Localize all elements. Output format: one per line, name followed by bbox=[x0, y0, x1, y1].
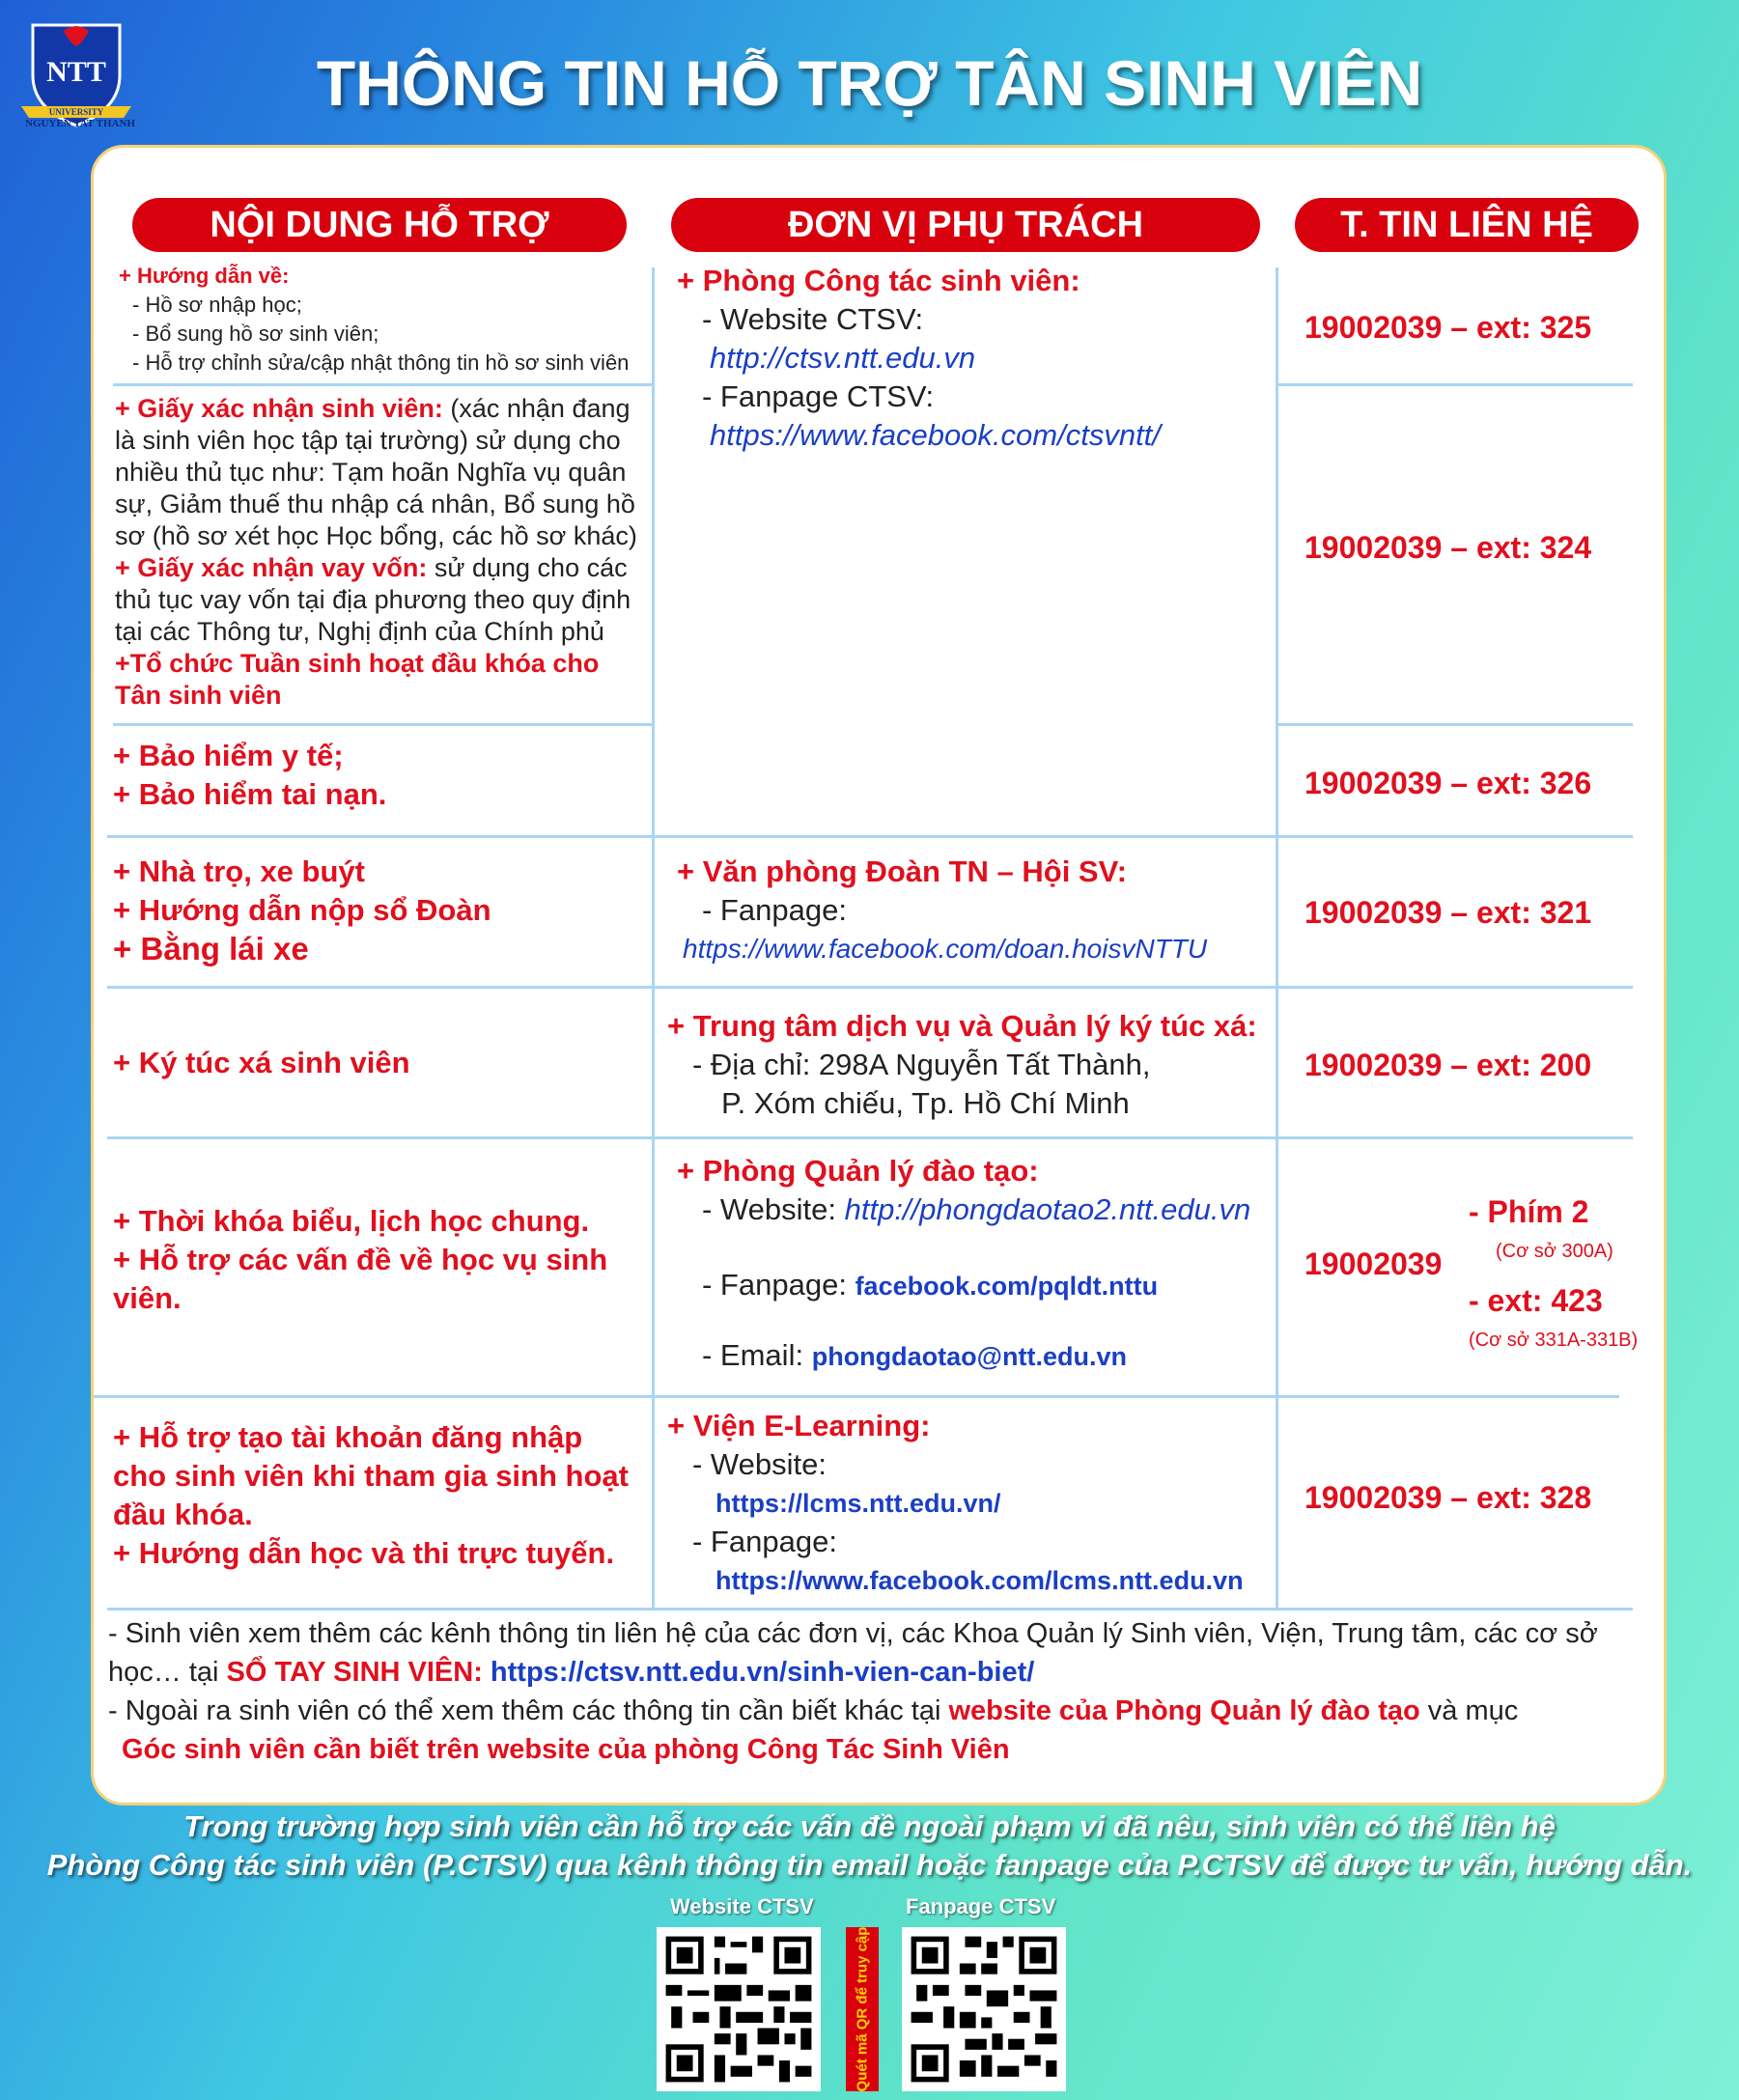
qr-code-website[interactable] bbox=[657, 1927, 821, 2091]
phone-ext-325: 19002039 – ext: 325 bbox=[1304, 310, 1592, 345]
ctsv-unit-title: + Phòng Công tác sinh viên: bbox=[677, 264, 1080, 297]
elearning-web-link[interactable]: https://lcms.ntt.edu.vn/ bbox=[715, 1489, 1001, 1518]
training-phone: 19002039 bbox=[1304, 1246, 1443, 1281]
item-timetable: + Thời khóa biểu, lịch học chung. bbox=[113, 1204, 590, 1238]
bottom-note-line-1: Trong trường hợp sinh viên cần hỗ trợ các vấn đề ngoài phạm vi đã nêu, sinh viên có thể liên hệ bbox=[183, 1809, 1556, 1843]
union-fb-link[interactable]: https://www.facebook.com/doan.hoisvNTTU bbox=[683, 934, 1208, 964]
union-unit-title: + Văn phòng Đoàn TN – Hội SV: bbox=[677, 854, 1127, 888]
training-fb-link[interactable]: facebook.com/pqldt.nttu bbox=[855, 1272, 1159, 1301]
cert-title: + Giấy xác nhận sinh viên: bbox=[115, 394, 443, 423]
elearning-unit-title: + Viện E-Learning: bbox=[667, 1409, 931, 1442]
divider bbox=[1276, 723, 1633, 726]
phone-ext-326: 19002039 – ext: 326 bbox=[1304, 766, 1592, 800]
ctsv-unit bbox=[677, 262, 1266, 455]
guide-item: - Hỗ trợ chỉnh sửa/cập nhật thông tin hồ sơ sinh viên bbox=[132, 350, 630, 375]
item-driving-license: + Bằng lái xe bbox=[113, 931, 309, 966]
ctsv-web-link[interactable]: http://ctsv.ntt.edu.vn bbox=[710, 341, 976, 375]
qr-code-fanpage[interactable] bbox=[902, 1927, 1066, 2091]
qr-website-label: Website CTSV bbox=[670, 1894, 814, 1918]
divider bbox=[107, 986, 1633, 989]
divider bbox=[652, 837, 655, 1610]
training-fb bbox=[677, 1266, 1295, 1305]
logo-name: NGUYEN TAT THANH bbox=[25, 118, 135, 129]
qr-fanpage-label: Fanpage CTSV bbox=[906, 1894, 1056, 1918]
insurance-accident: + Bảo hiểm tai nạn. bbox=[113, 777, 387, 811]
item-online-learning: + Hướng dẫn học và thi trực tuyến. bbox=[113, 1536, 615, 1570]
card-footer bbox=[108, 1614, 1653, 1769]
training-key-2: - Phím 2 bbox=[1469, 1194, 1589, 1229]
phone-ext-324: 19002039 – ext: 324 bbox=[1304, 530, 1592, 565]
divider bbox=[107, 835, 1633, 838]
bottom-note bbox=[0, 1807, 1739, 1885]
elearning-unit bbox=[667, 1407, 1285, 1600]
ctsv-web-label: - Website CTSV: bbox=[702, 302, 924, 336]
dorm-address-2: P. Xóm chiếu, Tp. Hồ Chí Minh bbox=[721, 1086, 1130, 1120]
footer-line-2-text: - Ngoài ra sinh viên có thể xem thêm các thông tin cần biết khác tại bbox=[108, 1695, 949, 1726]
section5-items bbox=[113, 1418, 634, 1573]
divider bbox=[113, 383, 652, 386]
training-email-link[interactable]: phongdaotao@ntt.edu.vn bbox=[811, 1342, 1127, 1371]
guide-item: - Hồ sơ nhập học; bbox=[132, 293, 302, 317]
divider bbox=[1276, 383, 1633, 386]
orientation-week: +Tổ chức Tuần sinh hoạt đầu khóa cho Tân sinh viên bbox=[115, 649, 600, 710]
handbook-link[interactable]: https://ctsv.ntt.edu.vn/sinh-vien-can-biet/ bbox=[490, 1657, 1035, 1688]
section4-items bbox=[113, 1202, 634, 1318]
handbook-label: SỔ TAY SINH VIÊN: bbox=[226, 1657, 491, 1688]
training-fb-label: - Fanpage: bbox=[702, 1268, 847, 1302]
training-web bbox=[677, 1190, 1295, 1229]
campus-300a: (Cơ sở 300A) bbox=[1496, 1241, 1613, 1262]
header-content: NỘI DUNG HỖ TRỢ bbox=[132, 198, 627, 252]
insurance-health: + Bảo hiểm y tế; bbox=[113, 739, 344, 772]
item-union-book: + Hướng dẫn nộp sổ Đoàn bbox=[113, 893, 491, 927]
logo-abbr: NTT bbox=[46, 56, 106, 88]
cert-text: (xác nhận đang là sinh viên học tập tại trường) sử dụng cho nhiều thủ tục như: Tạm hoãn Nghĩa vụ quân sự, Giảm thuế thu nhập cá nhân, Bổ sung hồ sơ (hồ sơ xét học Học bổng, các hồ sơ khác) bbox=[115, 394, 637, 550]
training-email bbox=[677, 1336, 1295, 1376]
training-unit-title: + Phòng Quản lý đào tạo: bbox=[677, 1154, 1039, 1188]
header-unit: ĐƠN VỊ PHỤ TRÁCH bbox=[671, 198, 1260, 252]
insurance-block bbox=[113, 737, 644, 814]
training-email-label: - Email: bbox=[702, 1338, 804, 1372]
footer-line-3: Góc sinh viên cần biết trên website của phòng Công Tác Sinh Viên bbox=[122, 1734, 1010, 1765]
divider bbox=[94, 1395, 1619, 1398]
footer-line-2-end: và mục bbox=[1419, 1695, 1519, 1726]
training-web-link[interactable]: http://phongdaotao2.ntt.edu.vn bbox=[844, 1192, 1251, 1226]
phone-ext-200: 19002039 – ext: 200 bbox=[1304, 1048, 1592, 1082]
bottom-note-line-2: Phòng Công tác sinh viên (P.CTSV) qua kênh thông tin email hoặc fanpage của P.CTSV để được tư vấn, hướng dẫn. bbox=[46, 1848, 1693, 1882]
dorm-address-1: - Địa chỉ: 298A Nguyễn Tất Thành, bbox=[692, 1048, 1151, 1081]
training-ext-423: - ext: 423 bbox=[1469, 1283, 1603, 1318]
divider bbox=[107, 1136, 1633, 1139]
item-dormitory: + Ký túc xá sinh viên bbox=[113, 1046, 410, 1079]
info-card bbox=[91, 145, 1667, 1806]
ctsv-fb-label: - Fanpage CTSV: bbox=[702, 379, 935, 413]
qr-scan-text: Quét mã QR để truy cập bbox=[854, 1926, 871, 2092]
loan-text: sử dụng cho các thủ tục vay vốn tại địa phương theo quy định tại các Thông tư, Nghị định của Chính phủ bbox=[115, 553, 631, 646]
elearning-web-label: - Website: bbox=[692, 1447, 827, 1481]
dorm-unit-title: + Trung tâm dịch vụ và Quản lý ký túc xá: bbox=[667, 1009, 1257, 1043]
dorm-unit bbox=[667, 1007, 1276, 1123]
elearning-fb-label: - Fanpage: bbox=[692, 1525, 837, 1558]
cert-block bbox=[115, 393, 641, 712]
phone-ext-321: 19002039 – ext: 321 bbox=[1304, 895, 1592, 930]
divider bbox=[107, 1608, 1633, 1610]
footer-line-1 bbox=[108, 1614, 1653, 1692]
campus-331: (Cơ sở 331A-331B) bbox=[1469, 1330, 1639, 1351]
phone-ext-328: 19002039 – ext: 328 bbox=[1304, 1480, 1592, 1515]
header-contact: T. TIN LIÊN HỆ bbox=[1295, 198, 1639, 252]
divider bbox=[113, 723, 652, 726]
footer-line-1-text: - Sinh viên xem thêm các kênh thông tin liên hệ của các đơn vị, các Khoa Quản lý Sinh viên, Viện, Trung tâm, các cơ sở học… tại bbox=[108, 1618, 1598, 1688]
guide-item: - Bổ sung hồ sơ sinh viên; bbox=[132, 322, 379, 346]
training-website-mention: website của Phòng Quản lý đào tạo bbox=[948, 1695, 1420, 1726]
footer-line-2 bbox=[108, 1692, 1653, 1730]
training-unit bbox=[677, 1152, 1295, 1376]
union-unit bbox=[677, 853, 1276, 968]
guide-block bbox=[119, 262, 650, 378]
loan-title: + Giấy xác nhận vay vốn: bbox=[115, 553, 428, 582]
logo-ribbon: UNIVERSITY bbox=[48, 107, 104, 117]
ctsv-fb-link[interactable]: https://www.facebook.com/ctsvntt/ bbox=[710, 418, 1161, 452]
training-web-label: - Website: bbox=[702, 1192, 836, 1226]
page-title: THÔNG TIN HỖ TRỢ TÂN SINH VIÊN bbox=[316, 47, 1423, 119]
union-fb-label: - Fanpage: bbox=[702, 893, 847, 927]
item-academic: + Hỗ trợ các vấn đề về học vụ sinh viên. bbox=[113, 1243, 608, 1315]
section2-items bbox=[113, 853, 644, 968]
item-housing: + Nhà trọ, xe buýt bbox=[113, 854, 365, 888]
item-account: + Hỗ trợ tạo tài khoản đăng nhập cho sinh viên khi tham gia sinh hoạt đầu khóa. bbox=[113, 1420, 629, 1531]
qr-scan-strip bbox=[846, 1927, 879, 2091]
elearning-fb-link[interactable]: https://www.facebook.com/lcms.ntt.edu.vn bbox=[715, 1566, 1244, 1595]
guide-title: + Hướng dẫn về: bbox=[119, 264, 290, 288]
